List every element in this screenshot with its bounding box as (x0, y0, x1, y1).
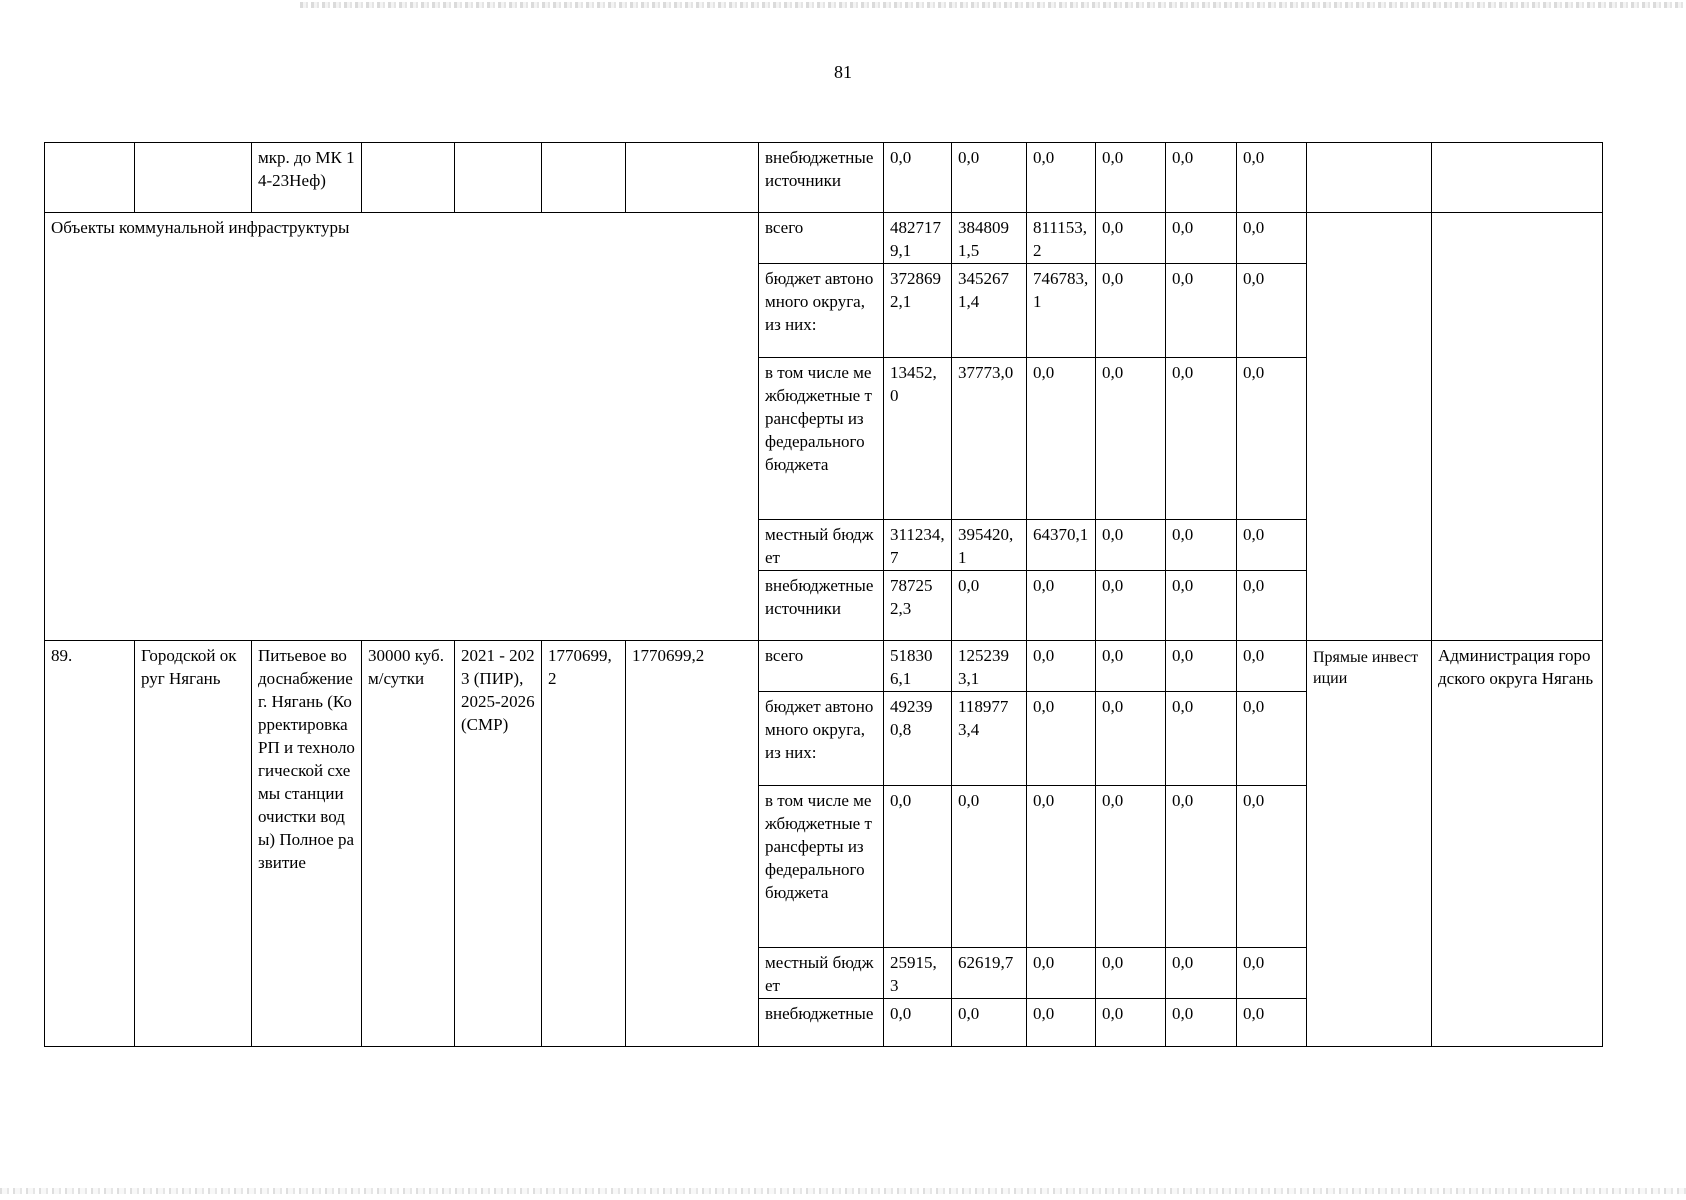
cell-source-label: в том числе межбюджетные трансферты из федерального бюджета (759, 786, 884, 948)
cell-number: 89. (45, 641, 135, 1047)
cell-value: 0,0 (1166, 571, 1237, 641)
cell-value: 0,0 (1237, 786, 1307, 948)
cell-value: 0,0 (1166, 999, 1237, 1047)
cell-value: 311234,7 (884, 520, 952, 571)
cell-value: 0,0 (1166, 143, 1237, 213)
cell-value: 25915,3 (884, 948, 952, 999)
cell-value: 0,0 (952, 571, 1027, 641)
table-row (45, 641, 1603, 692)
cell-value: 1252393,1 (952, 641, 1027, 692)
cell-estimated-cost (542, 143, 626, 213)
cell-value: 0,0 (1237, 692, 1307, 786)
cell-value: 518306,1 (884, 641, 952, 692)
cell-value: 0,0 (884, 999, 952, 1047)
cell-responsible: Администрация городского округа Нягань (1432, 641, 1603, 1047)
cell-value: 0,0 (1096, 692, 1166, 786)
cell-source-label: местный бюджет (759, 948, 884, 999)
table-row (45, 143, 1603, 213)
cell-value: 0,0 (1096, 999, 1166, 1047)
cell-value: 0,0 (1096, 641, 1166, 692)
cell-value: 0,0 (1237, 358, 1307, 520)
cell-years (455, 143, 542, 213)
table-row (45, 213, 1603, 264)
cell-mechanism (1307, 641, 1432, 1047)
cell-number (45, 143, 135, 213)
cell-source-label: местный бюджет (759, 520, 884, 571)
investment-table (44, 142, 1603, 1047)
cell-value: 0,0 (1096, 213, 1166, 264)
cell-value: 0,0 (1237, 948, 1307, 999)
cell-municipality: Городской округ Нягань (135, 641, 252, 1047)
cell-value: 0,0 (1096, 264, 1166, 358)
cell-value: 4827179,1 (884, 213, 952, 264)
cell-value: 0,0 (1166, 358, 1237, 520)
cell-value: 0,0 (1027, 358, 1096, 520)
cell-source-label: всего (759, 213, 884, 264)
cell-remaining-cost (626, 143, 759, 213)
cell-value: 37773,0 (952, 358, 1027, 520)
cell-mechanism (1307, 143, 1432, 213)
cell-value: 395420,1 (952, 520, 1027, 571)
cell-value: 64370,1 (1027, 520, 1096, 571)
scan-edge-top (300, 2, 1686, 8)
cell-value: 0,0 (1027, 692, 1096, 786)
cell-value: 3452671,4 (952, 264, 1027, 358)
cell-value: 0,0 (952, 143, 1027, 213)
cell-years: 2021 - 2023 (ПИР), 2025-2026 (СМР) (455, 641, 542, 1047)
cell-value: 0,0 (884, 786, 952, 948)
cell-source-label: в том числе межбюджетные трансферты из федерального бюджета (759, 358, 884, 520)
cell-value: 0,0 (1096, 520, 1166, 571)
cell-responsible (1432, 143, 1603, 213)
cell-value: 0,0 (1166, 213, 1237, 264)
cell-value: 0,0 (1166, 264, 1237, 358)
cell-value: 787252,3 (884, 571, 952, 641)
cell-source-label: внебюджетные источники (759, 571, 884, 641)
cell-value: 0,0 (1096, 948, 1166, 999)
cell-capacity: 30000 куб. м/сутки (362, 641, 455, 1047)
cell-value: 0,0 (1166, 520, 1237, 571)
mechanism-text: Прямые инвестиции (1313, 649, 1419, 687)
cell-responsible (1432, 213, 1603, 641)
cell-value: 62619,7 (952, 948, 1027, 999)
cell-value: 0,0 (1027, 948, 1096, 999)
cell-value: 0,0 (1237, 264, 1307, 358)
cell-value: 0,0 (952, 999, 1027, 1047)
cell-source-label: бюджет автономного округа, из них: (759, 264, 884, 358)
cell-value: 3848091,5 (952, 213, 1027, 264)
scan-edge-bottom (0, 1188, 1686, 1194)
cell-source-label: внебюджетные источники (759, 143, 884, 213)
cell-source-label: внебюджетные (759, 999, 884, 1047)
cell-value: 0,0 (884, 143, 952, 213)
cell-value: 0,0 (1166, 948, 1237, 999)
cell-value: 0,0 (1096, 571, 1166, 641)
cell-source-label: бюджет автономного округа, из них: (759, 692, 884, 786)
cell-value: 0,0 (1237, 641, 1307, 692)
cell-value: 0,0 (1027, 571, 1096, 641)
section-title: Объекты коммунальной инфраструктуры (45, 213, 759, 641)
cell-remaining-cost: 1770699,2 (626, 641, 759, 1047)
cell-municipality (135, 143, 252, 213)
cell-source-label: всего (759, 641, 884, 692)
cell-value: 13452,0 (884, 358, 952, 520)
cell-value: 0,0 (1166, 641, 1237, 692)
cell-value: 0,0 (1237, 143, 1307, 213)
cell-value: 746783,1 (1027, 264, 1096, 358)
cell-value: 0,0 (1237, 213, 1307, 264)
cell-value: 0,0 (1237, 571, 1307, 641)
cell-value: 811153,2 (1027, 213, 1096, 264)
cell-value: 0,0 (1237, 520, 1307, 571)
cell-value: 0,0 (1096, 143, 1166, 213)
cell-value: 0,0 (1027, 641, 1096, 692)
cell-value: 0,0 (1027, 999, 1096, 1047)
page-number: 81 (834, 62, 852, 82)
cell-mechanism (1307, 213, 1432, 641)
cell-value: 0,0 (1027, 143, 1096, 213)
cell-value: 0,0 (1166, 692, 1237, 786)
cell-value: 1189773,4 (952, 692, 1027, 786)
cell-estimated-cost: 1770699,2 (542, 641, 626, 1047)
cell-value: 0,0 (1166, 786, 1237, 948)
cell-value: 0,0 (952, 786, 1027, 948)
cell-capacity (362, 143, 455, 213)
cell-object: Питьевое водоснабжение г. Нягань (Корректировка РП и технологической схемы станции очистки воды) Полное развитие (252, 641, 362, 1047)
cell-value: 0,0 (1027, 786, 1096, 948)
cell-object: мкр. до МК 14-23Неф) (252, 143, 362, 213)
cell-value: 0,0 (1096, 358, 1166, 520)
cell-value: 3728692,1 (884, 264, 952, 358)
cell-value: 0,0 (1237, 999, 1307, 1047)
cell-value: 0,0 (1096, 786, 1166, 948)
cell-value: 492390,8 (884, 692, 952, 786)
